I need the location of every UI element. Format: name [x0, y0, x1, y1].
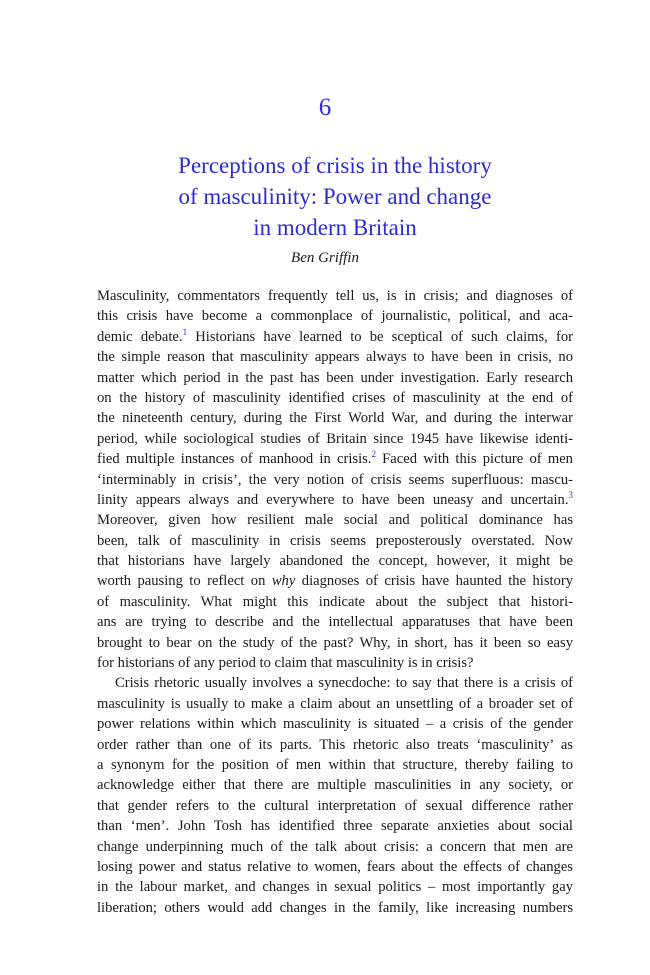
- body-line: been, talk of masculinity in crisis seems preposterously overstated. Now: [97, 532, 573, 549]
- body-line: ‘interminably in crisis’, the very notion of crisis seems superfluous: mascu-: [97, 471, 573, 488]
- body-line: worth pausing to reflect on why diagnoses of crisis have haunted the history: [97, 573, 574, 590]
- body-line: demic debate.$^1$ Historians have learned to be sceptical of such claims, for: [97, 326, 573, 345]
- body-line: acknowledge either that there are multiple masculinities in any society, or: [97, 777, 573, 794]
- body-line: matter which period in the past has been under investigation. Early research: [97, 369, 573, 386]
- body-line: a synonym for the position of men within that structure, thereby failing to: [97, 756, 573, 773]
- body-line: period, while sociological studies of Britain since 1945 have likewise identi-: [97, 430, 573, 447]
- body-line: Moreover, given how resilient male social and political dominance has: [97, 512, 573, 529]
- footnote-ref-1[interactable]: 1: [182, 326, 188, 337]
- chapter-author: Ben Griffin: [291, 250, 359, 266]
- body-line: order rather than one of its parts. This rhetoric also treats ‘masculinity’ as: [97, 736, 573, 753]
- body-line: in the labour market, and changes in sexual politics – most importantly gay: [97, 879, 573, 896]
- body-line: losing power and status relative to women, fears about the effects of changes: [97, 858, 573, 875]
- body-line: fied multiple instances of manhood in crisis.$^2$ Faced with this picture of men: [97, 449, 573, 468]
- footnote-ref-3[interactable]: 3: [568, 490, 573, 501]
- body-line: that historians have largely abandoned the concept, however, it might be: [97, 553, 573, 570]
- body-line: for historians of any period to claim that masculinity is in crisis?: [97, 655, 474, 672]
- body-line: Masculinity, commentators frequently tell us, is in crisis; and diagnoses of: [97, 288, 573, 304]
- footnote-ref-2[interactable]: 2: [371, 449, 376, 460]
- chapter-body: [97, 286, 573, 918]
- body-line: linity appears always and everywhere to have been uneasy and uncertain.$^3$: [97, 490, 573, 508]
- body-line: change underpinning much of the talk about crisis: a concern that men are: [97, 838, 573, 855]
- body-line: than ‘men’. John Tosh has identified three separate anxieties about social: [97, 818, 573, 835]
- body-line: this crisis have become a commonplace of journalistic, political, and aca-: [97, 308, 573, 325]
- body-line: the simple reason that masculinity appears always to have been in crisis, no: [97, 349, 573, 366]
- body-line: brought to bear on the study of the past? Why, in short, has it been so easy: [97, 634, 573, 651]
- body-line: on the history of masculinity identified crises of masculinity at the end of: [97, 389, 573, 406]
- body-line: the nineteenth century, during the First World War, and during the interwar: [97, 410, 573, 427]
- body-line: masculinity is usually to make a claim about an unsettling of a broader set of: [97, 695, 573, 712]
- body-line: that gender refers to the cultural interpretation of sexual difference rather: [97, 797, 573, 814]
- emphasis-why: why: [271, 573, 296, 590]
- chapter-title-line: of masculinity: Power and change: [178, 184, 492, 209]
- body-line: power relations within which masculinity is situated – a crisis of the gender: [97, 716, 573, 733]
- body-line: liberation; others would add changes in the family, like increasing numbers: [97, 899, 573, 916]
- chapter-title-line: in modern Britain: [253, 215, 417, 240]
- body-line: of masculinity. What might this indicate about the subject that histori-: [97, 593, 573, 610]
- body-line: Crisis rhetoric usually involves a synecdoche: to say that there is a crisis of: [115, 675, 573, 692]
- chapter-title: [100, 150, 570, 243]
- chapter-number: 6: [318, 94, 332, 121]
- body-line: ans are trying to describe and the intellectual apparatuses that have been: [97, 614, 573, 631]
- chapter-title-line: Perceptions of crisis in the history: [178, 153, 492, 178]
